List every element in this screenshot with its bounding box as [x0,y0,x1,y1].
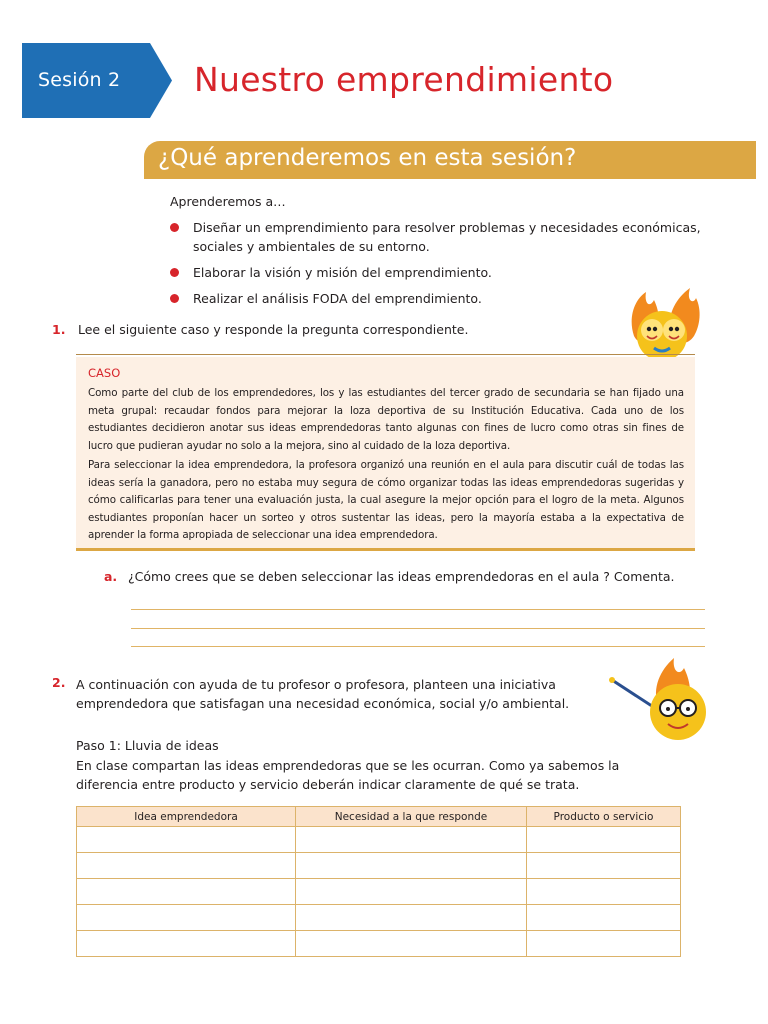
question-1-number: 1. [52,322,66,337]
session-label: Sesión 2 [38,69,121,91]
table-row [77,853,681,879]
table-cell[interactable] [77,931,296,957]
flame-mascots-icon [624,278,704,363]
table-cell[interactable] [77,879,296,905]
case-box [76,357,695,551]
table-row [77,931,681,957]
table-cell[interactable] [296,853,527,879]
table-cell[interactable] [77,853,296,879]
objective-text: Realizar el análisis FODA del emprendimiento. [193,291,482,306]
bullet-icon [170,223,179,232]
step-1-text: En clase compartan las ideas emprendedoras que se les ocurran. Como ya sabemos la diferencia entre producto y servicio deberán indicar claramente de qué se trata. [76,758,620,792]
session-tag [22,43,172,118]
table-cell[interactable] [296,931,527,957]
table-cell[interactable] [296,905,527,931]
table-cell[interactable] [77,905,296,931]
divider [76,354,695,355]
table-cell[interactable] [296,827,527,853]
case-paragraph-1: Como parte del club de los emprendedores, los y las estudiantes del tercer grado de secundaria se han fijado una meta grupal: recaudar fondos para mejorar la loza deportiva de su Institución Educativa. Cada uno de los estudiantes decidieron anotar sus ideas emprendedoras tanto algunas con fines de lucro como otras sin fines de lucro que pudieran ayudar no solo a la mejora, sino al cuidado de la loza deportiva. [88,387,684,452]
question-1a-label: a. [104,569,118,584]
answer-line[interactable] [131,646,705,647]
table-cell[interactable] [527,879,681,905]
question-1a-text: ¿Cómo crees que se deben seleccionar las ideas emprendedoras en el aula ? Comenta. [128,569,675,584]
column-header: Necesidad a la que responde [296,807,527,827]
table-header-row [77,807,681,827]
bullet-icon [170,268,179,277]
step-1-title: Paso 1: Lluvia de ideas [76,738,219,753]
case-paragraph-2: Para seleccionar la idea emprendedora, la profesora organizó una reunión en el aula para discutir cuál de todas las ideas sería la ganadora, pero no estaba muy segura de cómo organizar todas las ideas emprendedoras sugeridas y cómo calificarlas para tener una evaluación justa, la cual asegure la mejor opción para el logro de la meta. Algunos estudiantes proponían hacer un sorteo y otros sustentar las ideas, pero la mayoría estaba a la expectativa de aprender la forma apropiada de seleccionar una idea emprendedora. [88,459,684,542]
table-row [77,827,681,853]
section-banner [144,141,756,179]
answer-line[interactable] [131,628,705,629]
column-header: Producto o servicio [527,807,681,827]
case-title: CASO [88,366,121,380]
table-cell[interactable] [77,827,296,853]
page-title: Nuestro emprendimiento [194,60,614,99]
objective-text: Diseñar un emprendimiento para resolver problemas y necesidades económicas, sociales y ambientales de su entorno. [193,220,701,254]
table-row [77,879,681,905]
table-cell[interactable] [527,905,681,931]
table-cell[interactable] [527,827,681,853]
ideas-table [76,806,681,957]
question-1-text: Lee el siguiente caso y responde la pregunta correspondiente. [78,322,469,337]
column-header: Idea emprendedora [77,807,296,827]
section-title: ¿Qué aprenderemos en esta sesión? [158,145,577,171]
bullet-icon [170,294,179,303]
section-intro: Aprenderemos a… [170,194,286,209]
table-cell[interactable] [296,879,527,905]
question-2-number: 2. [52,675,66,690]
table-row [77,905,681,931]
flame-teacher-mascot-icon [606,654,716,744]
objective-text: Elaborar la visión y misión del emprendimiento. [193,265,492,280]
table-cell[interactable] [527,853,681,879]
answer-line[interactable] [131,609,705,610]
table-cell[interactable] [527,931,681,957]
list-item [170,218,730,256]
question-2-text: A continuación con ayuda de tu profesor o profesora, planteen una iniciativa emprendedora que satisfagan una necesidad económica, social y/o ambiental. [76,677,570,711]
